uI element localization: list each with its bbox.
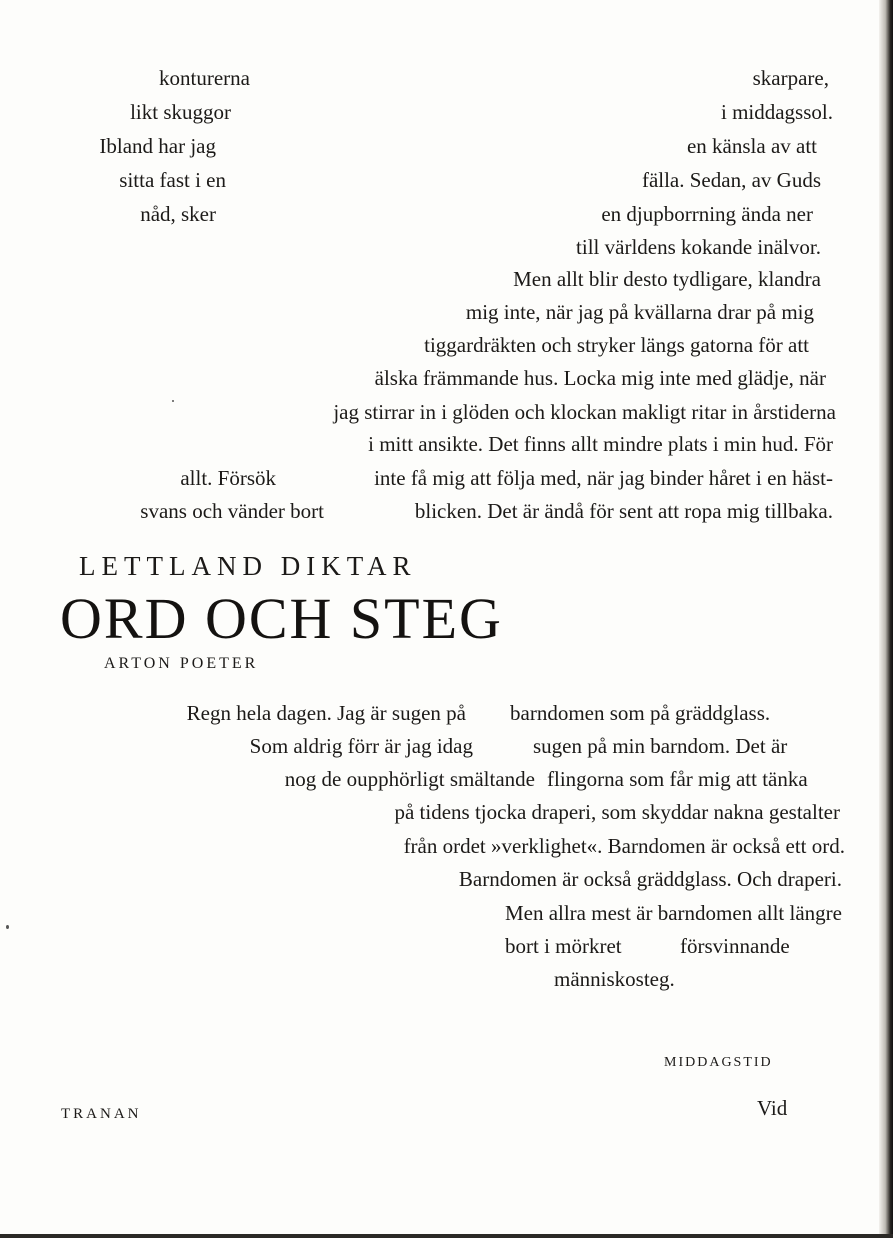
section-start-word: Vid bbox=[757, 1096, 788, 1120]
poem-line: till världens kokande inälvor. bbox=[576, 235, 821, 259]
poem-line: flingorna som får mig att tänka bbox=[547, 767, 808, 791]
book-subtitle: ARTON POETER bbox=[104, 655, 259, 672]
poem-line: tiggardräkten och stryker längs gatorna för att bbox=[424, 333, 809, 357]
page-bottom-border bbox=[0, 1234, 893, 1238]
series-heading: LETTLAND DIKTAR bbox=[79, 551, 417, 581]
poem-line: jag stirrar in i glöden och klockan makligt ritar in årstiderna bbox=[333, 400, 836, 424]
poem-line: i mitt ansikte. Det finns allt mindre plats i min hud. För bbox=[368, 432, 833, 456]
poem-line: människosteg. bbox=[554, 967, 675, 991]
poem-line: Regn hela dagen. Jag är sugen på bbox=[186, 701, 466, 725]
scan-speck bbox=[6, 925, 9, 929]
publisher-name: TRANAN bbox=[61, 1106, 142, 1122]
poem-line: bort i mörkret bbox=[505, 934, 622, 958]
poem-line: barndomen som på gräddglass. bbox=[510, 701, 771, 725]
book-title: ORD OCH STEG bbox=[60, 586, 503, 651]
poem-line: Barndomen är också gräddglass. Och draperi. bbox=[458, 867, 842, 891]
poem-line: i middagssol. bbox=[720, 100, 833, 124]
poem-line: Ibland har jag bbox=[99, 134, 216, 158]
poem-line: likt skuggor bbox=[130, 100, 231, 124]
poem-line: sitta fast i en bbox=[119, 168, 226, 192]
section-label: MIDDAGSTID bbox=[664, 1055, 773, 1070]
poem-line: blicken. Det är ändå för sent att ropa mig tillbaka. bbox=[414, 499, 833, 523]
poem-line: konturerna bbox=[159, 66, 250, 90]
poem-line: inte få mig att följa med, när jag binder håret i en häst- bbox=[374, 466, 833, 490]
poem-line: sugen på min barndom. Det är bbox=[533, 734, 788, 758]
poem-line: mig inte, när jag på kvällarna drar på mig bbox=[465, 300, 814, 324]
poem-line: nog de oupphörligt smältande bbox=[284, 767, 535, 791]
poem-line: fälla. Sedan, av Guds bbox=[641, 168, 821, 192]
poem-line: älska främmande hus. Locka mig inte med glädje, när bbox=[374, 366, 826, 390]
poem-line: Som aldrig förr är jag idag bbox=[249, 734, 473, 758]
poem-line: Men allt blir desto tydligare, klandra bbox=[513, 267, 821, 291]
poem-line: Men allra mest är barndomen allt längre bbox=[504, 901, 842, 925]
poem-line: försvinnande bbox=[680, 934, 790, 958]
poem-line: skarpare, bbox=[752, 66, 829, 90]
page-edge-shadow bbox=[879, 0, 893, 1238]
poem-line: nåd, sker bbox=[140, 202, 216, 226]
poem-line: en känsla av att bbox=[686, 134, 817, 158]
poem-line: på tidens tjocka draperi, som skyddar nakna gestalter bbox=[394, 800, 840, 824]
poem-line: allt. Försök bbox=[180, 466, 276, 490]
poem-line: från ordet »verklighet«. Barndomen är också ett ord. bbox=[403, 834, 845, 858]
poem-line: en djupborrning ända ner bbox=[601, 202, 813, 226]
scan-speck bbox=[172, 400, 174, 402]
poem-line: svans och vänder bort bbox=[140, 499, 324, 523]
